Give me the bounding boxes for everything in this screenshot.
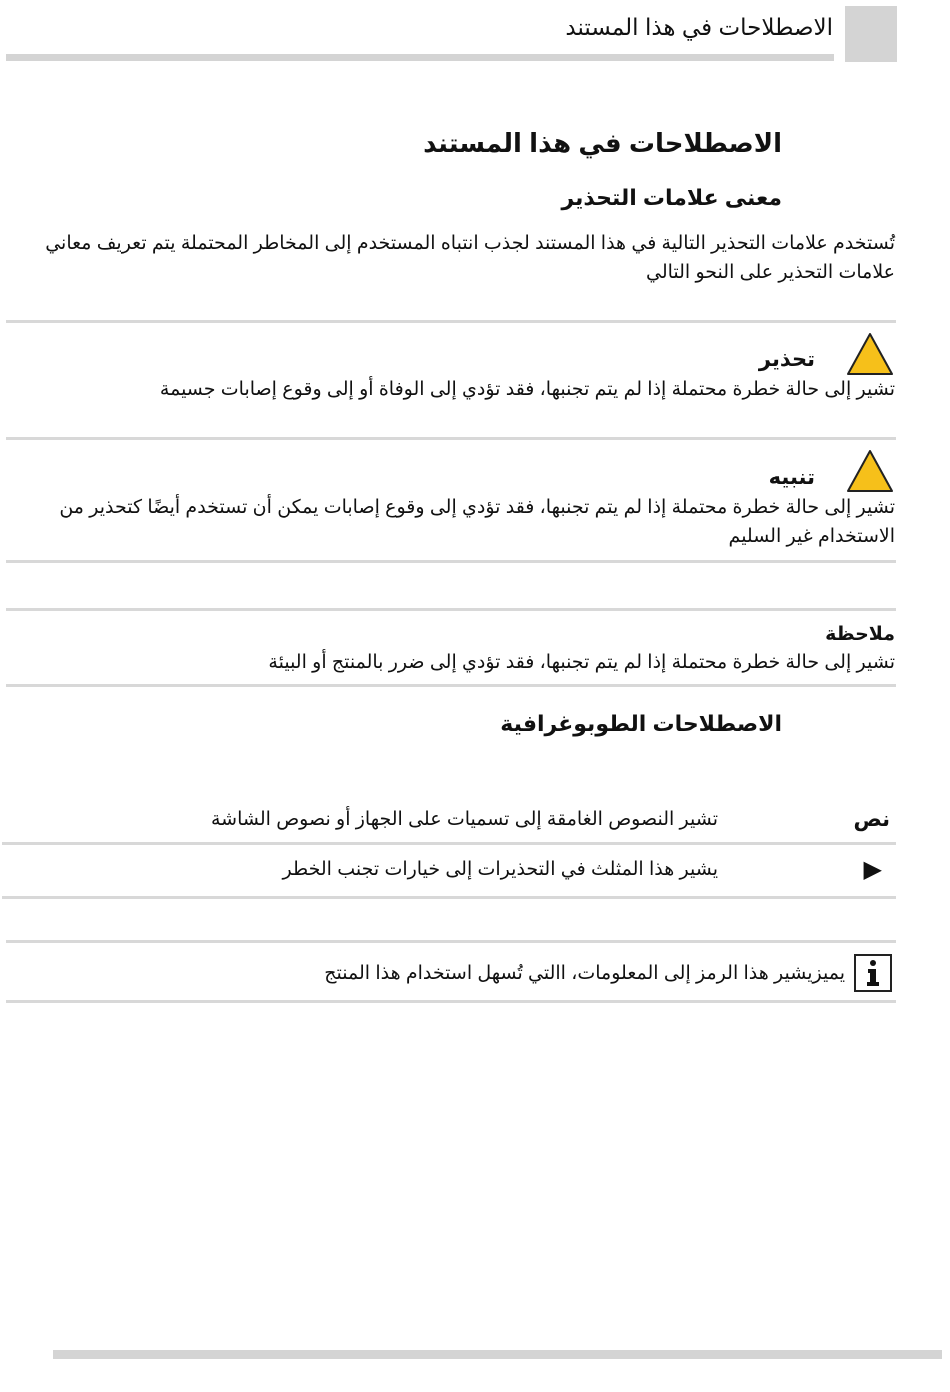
warning-triangle-shape — [848, 334, 892, 374]
warning-text: تشير إلى حالة خطرة محتملة إذا لم يتم تجنبها، فقد تؤدي إلى الوفاة أو إلى وقوع إصابات جسيمة — [159, 379, 895, 400]
bold-text-description: تشير النصوص الغامقة إلى تسميات على الجهاز أو نصوص الشاشة — [211, 809, 718, 830]
warnings-intro: تُستخدم علامات التحذير التالية في هذا المستند لجذب انتباه المستخدم إلى المخاطر المحتملة يتم تعريف معاني علامات التحذير على النحو التالي — [45, 233, 895, 283]
bold-text-term: نص — [853, 808, 890, 831]
divider — [6, 320, 896, 323]
divider — [6, 684, 896, 687]
page-title: الاصطلاحات في هذا المستند — [423, 128, 782, 158]
header-title: الاصطلاحات في هذا المستند — [565, 14, 833, 40]
divider — [6, 1000, 896, 1003]
header-tab — [845, 6, 897, 62]
divider — [6, 437, 896, 440]
play-triangle-icon: ▶ — [863, 856, 882, 883]
divider — [2, 842, 896, 845]
info-glyph — [856, 956, 890, 990]
warnings-heading: معنى علامات التحذير — [561, 185, 782, 210]
divider — [6, 940, 896, 943]
note-text: تشير إلى حالة خطرة محتملة إذا لم يتم تجنبها، فقد تؤدي إلى ضرر بالمنتج أو البيئة — [268, 652, 895, 673]
caution-title: تنبيه — [768, 466, 815, 489]
footer-bar — [53, 1350, 942, 1359]
triangle-description: يشير هذا المثلث في التحذيرات إلى خيارات تجنب الخطر — [282, 859, 718, 880]
info-icon — [854, 954, 892, 992]
info-description: يميزيشير هذا الرمز إلى المعلومات، االتي تُسهل استخدام هذا المنتج — [324, 963, 845, 984]
typography-heading: الاصطلاحات الطوبوغرافية — [500, 711, 782, 736]
caution-triangle-shape — [848, 451, 892, 491]
note-title: ملاحظة — [825, 624, 895, 645]
divider — [6, 608, 896, 611]
divider — [2, 896, 896, 899]
warning-title: تحذير — [758, 348, 815, 371]
divider — [6, 560, 896, 563]
caution-triangle-icon — [846, 449, 894, 493]
warning-triangle-icon — [846, 332, 894, 376]
caution-text: تشير إلى حالة خطرة محتملة إذا لم يتم تجنبها، فقد تؤدي إلى وقوع إصابات يمكن أن تستخدم أيضًا كتحذير من الاستخدام غير السليم — [59, 497, 895, 547]
header-bar — [6, 54, 834, 61]
